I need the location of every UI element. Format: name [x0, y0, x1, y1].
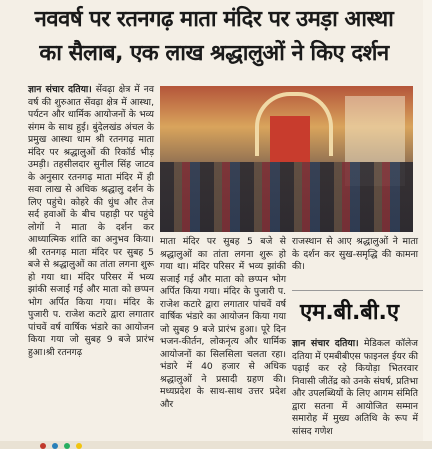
- second-article-body: [292, 338, 418, 438]
- article-text-col1: सेंवढ़ा क्षेत्र में नव वर्ष की शुरुआत सेंवढ़ा क्षेत्र में आस्था, पर्यटन और धार्मिक आयोजनों के भव्य संगम के साथ हुई। बुंदेलखंड अंचल के प्रमुख आस्था धाम श्री रतनगढ़ माता मंदिर पर श्रद्धालुओं की रिकॉर्ड भीड़ उमड़ी। तहसीलदार सुनील सिंह जाटव के अनुसार रतनगढ़ माता मंदिर में ही सवा लाख से अधिक श्रद्धालु दर्शन के लिए पहुंचे। कोहरे की धुंध और तेज सर्द हवाओं के बीच पहाड़ी पर पहुंचे लोगों ने माता के दर्शन कर आध्यात्मिक शांति का अनुभव किया। श्री रतनगढ़ माता मंदिर पर सुबह 5 बजे से श्रद्धालुओं का तांता लगना शुरू हो गया था। मंदिर परिसर में भव्य झांकी सजाई गई और माता को छप्पन भोग अर्पित किया गया। मंदिर के पुजारी प. राजेश कटारे द्वारा लगातार पांचवें वर्ष वार्षिक भंडारे का आयोजन किया गया जो सुबह 9 बजे प्रारंभ हुआ।श्री रतनगढ़: [28, 84, 154, 358]
- color-dot-icon: [76, 443, 82, 449]
- color-dot-icon: [40, 443, 46, 449]
- byline: ज्ञान संचार दतिया।: [28, 84, 92, 95]
- shrine: [270, 116, 310, 162]
- second-article-text: मेडिकल कॉलेज दतिया में एमबीबीएस फाइनल ईयर की पढ़ाई कर रहे कियोड़ा भितरवार निवासी जीतेंद्र को उनके संघर्ष, प्रतिभा और उपलब्धियों के लिए आगम संमिति द्वारा सतना में आयोजित सम्मान समारोह में मुख्य अतिथि के रूप में सांसद गणेश: [292, 338, 418, 437]
- headline-line-2: का सैलाब, एक लाख श्रद्धालुओं ने किए दर्शन: [39, 41, 389, 66]
- temple-crowd-photo: [160, 86, 413, 232]
- article-column-3: [292, 236, 418, 274]
- color-dot-icon: [64, 443, 70, 449]
- article-column-1: [28, 84, 154, 359]
- byline-2: ज्ञान संचार दतिया।: [292, 338, 359, 349]
- headline-line-1: नववर्ष पर रतनगढ़ माता मंदिर पर उमड़ा आस्था: [34, 7, 394, 32]
- article-text-col3: राजस्थान से आए श्रद्धालुओं ने माता के दर्शन कर सुख-समृद्धि की कामना की।: [292, 236, 418, 272]
- crowd: [160, 162, 413, 232]
- divider: [292, 290, 432, 291]
- article-text-col2: माता मंदिर पर सुबह 5 बजे से श्रद्धालुओं का तांता लगना शुरू हो गया था। मंदिर परिसर में भव्य झांकी सजाई गई और माता को छप्पन भोग अर्पित किया गया। मंदिर के पुजारी प. राजेश कटारे द्वारा लगातार पांचवें वर्ष वार्षिक भंडारे का आयोजन किया गया जो सुबह 9 बजे प्रारंभ हुआ। पूरे दिन भजन-कीर्तन, लोकनृत्य और धार्मिक आयोजनों का सिलसिला चलता रहा। भंडारे में 40 हजार से अधिक श्रद्धालुओं ने प्रसादी ग्रहण की। मध्यप्रदेश के साथ-साथ उत्तर प्रदेश और: [160, 236, 286, 410]
- adjacent-page-edge: [423, 0, 432, 449]
- second-article-heading: एम.बी.बी.ए: [300, 300, 400, 325]
- color-dot-icon: [52, 443, 58, 449]
- article-column-2: [160, 236, 286, 411]
